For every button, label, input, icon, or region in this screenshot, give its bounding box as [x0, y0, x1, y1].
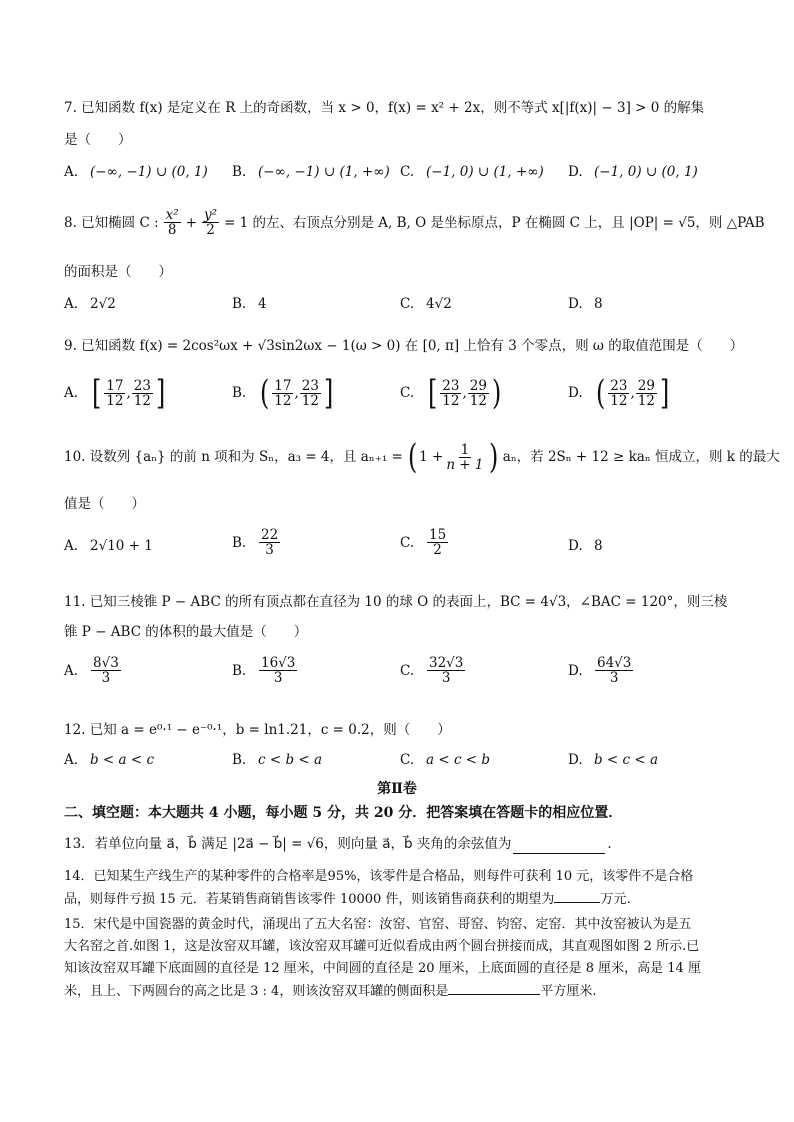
fraction-denominator: n + 1 — [446, 456, 484, 473]
q12-option-d — [568, 752, 658, 768]
fraction-denominator: 12 — [133, 392, 151, 409]
q7-options — [64, 164, 764, 204]
bracket-close: ) — [491, 373, 502, 413]
q9-option-b — [232, 373, 335, 413]
q10-options — [64, 528, 764, 572]
q7-option-d — [568, 164, 698, 180]
answer-blank[interactable] — [554, 888, 600, 903]
q7-option-b — [232, 164, 390, 180]
fraction-numerator: 17 — [274, 377, 292, 394]
fraction-denominator: 3 — [101, 670, 111, 686]
option-label: C. — [400, 385, 415, 401]
q9-option-a — [64, 373, 167, 413]
q10-suffix: aₙ，若 2Sₙ + 12 ≥ kaₙ 恒成立，则 k 的最大 — [502, 449, 780, 465]
fraction — [132, 379, 153, 408]
q8-options — [64, 296, 764, 336]
option-label: B. — [232, 385, 247, 401]
option-label: D. — [568, 385, 583, 401]
q10-line2: 值是（ ） — [64, 496, 145, 512]
q7-line2: 是（ ） — [64, 132, 132, 148]
option-text: b < a < c — [90, 752, 155, 768]
q9-options — [64, 373, 764, 420]
q8-prefix: 8. 已知椭圆 C : — [64, 214, 159, 231]
q11-line2: 锥 P − ABC 的体积的最大值是（ ） — [64, 624, 308, 640]
fraction-numerator: 29 — [637, 377, 655, 394]
interval: [ $\frac{23}{12}$ , $\frac{29}{12}$ ) — [427, 373, 502, 413]
q14-paragraph — [64, 866, 732, 911]
fraction-denominator: 3 — [609, 670, 619, 686]
q11-option-a — [64, 656, 122, 685]
q15-line2: 大名窑之首.如图 1，这是汝窑双耳罐，该汝窑双耳罐可近似看成由两个圆台拼接而成，其直观图如图 2 所示.已 — [64, 939, 700, 954]
interval: ( $\frac{17}{12}$ , $\frac{23}{12}$ ] — [259, 373, 334, 413]
q15-end: 平方厘米. — [540, 984, 597, 999]
fraction — [608, 379, 629, 408]
q9-option-c — [400, 373, 503, 413]
q10-option-b — [232, 528, 281, 557]
q11-option-c — [400, 656, 466, 685]
fraction-numerator: 16√3 — [261, 655, 296, 671]
q11-line1: 11. 已知三棱锥 P − ABC 的所有顶点都在直径为 10 的球 O 的表面上，BC = 4√3，∠BAC = 120°，则三棱 — [64, 594, 728, 610]
part2-title: 第Ⅱ卷 — [377, 781, 417, 797]
fraction — [272, 379, 293, 408]
interval: ( $\frac{23}{12}$ , $\frac{29}{12}$ ] — [595, 373, 670, 413]
q11-options — [64, 656, 764, 700]
fraction-numerator: 8√3 — [93, 655, 119, 671]
q8-line1 — [64, 207, 765, 238]
fraction — [91, 656, 121, 685]
fraction-numerator: 23 — [610, 377, 628, 394]
q8-line2: 的面积是（ ） — [64, 264, 172, 280]
bracket-open: [ — [427, 373, 438, 413]
fraction-denominator: 2 — [206, 222, 215, 238]
q14-line2-wrap — [64, 888, 732, 911]
fraction-denominator: 3 — [441, 670, 451, 686]
option-label: C. — [400, 752, 415, 768]
fraction-denominator: 12 — [637, 392, 655, 409]
option-label: B. — [232, 752, 247, 768]
option-text: (−1, 0) ∪ (0, 1) — [594, 164, 698, 180]
fraction — [427, 528, 448, 557]
paren-close: ) — [488, 437, 498, 477]
q8-option-a — [64, 296, 116, 312]
fraction — [427, 656, 465, 685]
bracket-open: ( — [259, 373, 270, 413]
bracket-close: ] — [155, 373, 166, 413]
q10-option-d — [568, 538, 603, 554]
q10-prefix: 10. 设数列 {aₙ} 的前 n 项和为 Sₙ，a₃ = 4，且 aₙ₊₁ = — [64, 449, 403, 465]
q7-option-a — [64, 164, 208, 180]
fraction — [468, 379, 489, 408]
fraction — [259, 656, 297, 685]
fraction — [444, 443, 485, 472]
q10-option-a — [64, 538, 153, 554]
fraction-numerator: 15 — [429, 527, 447, 543]
q9-line1: 9. 已知函数 f(x) = 2cos²ωx + √3sin2ωx − 1(ω > 0) 在 [0, π] 上恰有 3 个零点，则 ω 的取值范围是（ ） — [64, 338, 744, 354]
fraction-numerator: 22 — [261, 527, 279, 543]
option-text: (−∞, −1) ∪ (0, 1) — [90, 164, 208, 180]
option-label: A. — [64, 752, 79, 768]
answer-blank[interactable] — [513, 839, 605, 854]
option-label: B. — [232, 296, 247, 312]
q12-option-a — [64, 752, 154, 768]
answer-blank[interactable] — [448, 980, 540, 995]
q7-line1: 7. 已知函数 f(x) 是定义在 R 上的奇函数，当 x > 0，f(x) = x² + 2x，则不等式 x[|f(x)| − 3] > 0 的解集 — [64, 100, 705, 116]
q7-option-c — [400, 164, 544, 180]
q15-line3: 知该汝窑双耳罐下底面圆的直径是 12 厘米，中间圆的直径是 20 厘米，上底面圆的直径是 8 厘米，高是 14 厘 — [64, 961, 701, 976]
q8-rest: = 1 的左、右顶点分别是 A, B, O 是坐标原点，P 在椭圆 C 上，且 |OP| = √5，则 △PAB — [224, 214, 765, 231]
q10-factor — [406, 437, 500, 477]
q9-option-d — [568, 373, 671, 413]
option-text: 8 — [594, 296, 603, 312]
fraction-numerator: 23 — [133, 377, 151, 394]
fill-in-heading: 二、填空题：本大题共 4 小题，每小题 5 分，共 20 分．把答案填在答题卡的相应位置． — [64, 805, 623, 821]
paren-open: ( — [407, 437, 418, 477]
option-text: 2√10 + 1 — [90, 538, 153, 554]
fraction-denominator: 12 — [610, 392, 628, 409]
q15-line1: 15．宋代是中国瓷器的黄金时代，涌现出了五大名窑：汝窑、官窑、哥窑、钧窑、定窑．其中汝窑被认为是五 — [64, 917, 692, 932]
q8-fraction-x — [164, 208, 181, 237]
q11-option-d — [568, 656, 634, 685]
fraction — [636, 379, 657, 408]
option-text: 2√2 — [90, 296, 116, 312]
fraction-denominator: 12 — [301, 392, 319, 409]
q12-option-c — [400, 752, 490, 768]
fraction — [300, 379, 321, 408]
option-text: (−1, 0) ∪ (1, +∞) — [426, 164, 544, 180]
option-label: D. — [568, 164, 583, 180]
fraction — [595, 656, 633, 685]
fraction-denominator: 2 — [433, 542, 442, 558]
q14-line2: 品，则每件亏损 15 元．若某销售商销售该零件 10000 件，则该销售商获利的期望为 — [64, 892, 555, 907]
option-label: A. — [64, 296, 79, 312]
option-text: 4 — [258, 296, 267, 312]
fraction-denominator: 12 — [442, 392, 460, 409]
q8-option-b — [232, 296, 267, 312]
q14-end: 万元. — [600, 892, 631, 907]
option-label: D. — [568, 296, 583, 312]
bracket-close: ] — [323, 373, 334, 413]
option-label: A. — [64, 164, 79, 180]
option-label: C. — [400, 296, 415, 312]
option-label: A. — [64, 385, 79, 401]
q15-paragraph — [64, 914, 732, 1003]
fraction — [440, 379, 461, 408]
fraction-denominator: 3 — [273, 670, 283, 686]
option-label: D. — [568, 538, 583, 554]
option-text: a < c < b — [426, 752, 491, 768]
fraction-numerator: 23 — [442, 377, 460, 394]
option-text: c < b < a — [258, 752, 323, 768]
option-label: B. — [232, 164, 247, 180]
fraction-numerator: 32√3 — [429, 655, 464, 671]
fraction-denominator: 12 — [106, 392, 124, 409]
option-label: D. — [568, 662, 583, 679]
fraction-numerator: 1 — [460, 441, 470, 458]
option-label: D. — [568, 752, 583, 768]
fraction — [104, 379, 125, 408]
q8-fraction-y — [202, 208, 219, 237]
q14-line1: 14．已知某生产线生产的某种零件的合格率是95%，该零件是合格品，则每件可获利 10 元，该零件不是合格 — [64, 869, 694, 884]
q12-option-b — [232, 752, 322, 768]
fraction-denominator: 12 — [469, 392, 487, 409]
option-text: 8 — [594, 538, 603, 554]
option-text: (−∞, −1) ∪ (1, +∞) — [258, 164, 390, 180]
q10-line1 — [64, 437, 780, 477]
q10-option-c — [400, 528, 449, 557]
fraction-numerator: 17 — [106, 377, 124, 394]
option-text: 4√2 — [426, 296, 452, 312]
option-label: B. — [232, 662, 247, 679]
fraction-denominator: 12 — [274, 392, 292, 409]
fraction — [259, 528, 280, 557]
fraction-numerator: y² — [203, 207, 218, 223]
q15-line4: 米，且上、下两圆台的高之比是 3 : 4，则该汝窑双耳罐的侧面积是 — [64, 984, 449, 999]
one-plus: 1 + — [419, 449, 444, 465]
q15-line4-wrap — [64, 980, 732, 1003]
option-label: B. — [232, 534, 247, 551]
option-label: C. — [400, 534, 415, 551]
option-text: b < c < a — [594, 752, 659, 768]
bracket-close: ] — [659, 373, 670, 413]
fraction-numerator: 29 — [469, 377, 487, 394]
q13-text: 13．若单位向量 a⃗，b⃗ 满足 |2a⃗ − b⃗| = √6，则向量 a⃗，b⃗ 夹角的余弦值为 — [64, 836, 512, 852]
bracket-open: ( — [595, 373, 606, 413]
fraction-numerator: 23 — [301, 377, 319, 394]
option-label: A. — [64, 662, 79, 679]
q8-option-d — [568, 296, 603, 312]
q13-line — [64, 834, 754, 854]
option-label: C. — [400, 662, 415, 679]
interval: [ $\frac{17}{12}$ , $\frac{23}{12}$ ] — [91, 373, 166, 413]
fraction-denominator: 3 — [265, 542, 274, 558]
q12-line1: 12. 已知 a = e⁰·¹ − e⁻⁰·¹，b = ln1.21，c = 0.2，则（ ） — [64, 722, 451, 738]
fraction-numerator: 64√3 — [597, 655, 632, 671]
q8-plus: + — [185, 214, 197, 231]
q13-end: . — [607, 836, 612, 852]
fraction-numerator: x² — [165, 207, 179, 223]
option-label: C. — [400, 164, 415, 180]
fraction-denominator: 8 — [167, 222, 177, 238]
q8-option-c — [400, 296, 452, 312]
q11-option-b — [232, 656, 298, 685]
bracket-open: [ — [91, 373, 102, 413]
option-label: A. — [64, 538, 79, 554]
